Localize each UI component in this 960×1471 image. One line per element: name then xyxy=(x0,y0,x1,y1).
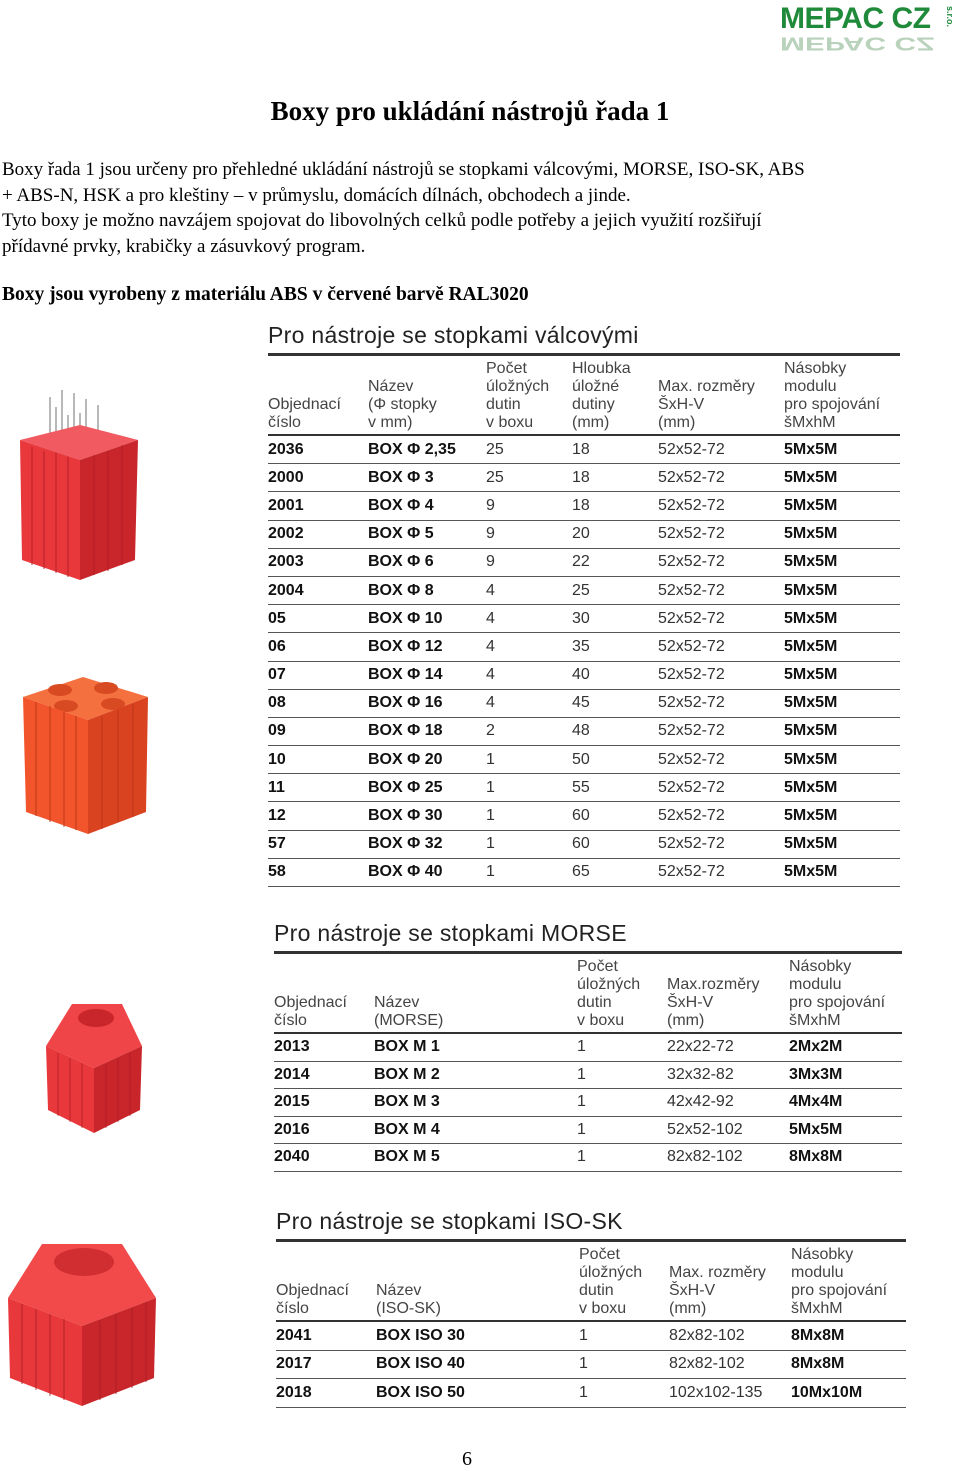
table-row xyxy=(268,605,900,633)
section-title: Pro nástroje se stopkami ISO-SK xyxy=(276,1208,906,1242)
cell-dims: 52x52-72 xyxy=(658,435,784,464)
cell-count: 1 xyxy=(577,1089,667,1117)
cell-code: 06 xyxy=(268,633,368,661)
cell-count: 4 xyxy=(486,576,572,604)
table-header-row xyxy=(274,954,902,1033)
morse-table xyxy=(274,954,902,1172)
cell-depth: 48 xyxy=(572,717,658,745)
table-row xyxy=(274,1061,902,1089)
table-row xyxy=(268,576,900,604)
cell-code: 2013 xyxy=(274,1033,374,1061)
cell-code: 2004 xyxy=(268,576,368,604)
logo-reflection: MEPAC CZ xyxy=(780,33,935,54)
company-logo xyxy=(780,4,955,60)
cell-name: BOX ISO 30 xyxy=(376,1321,579,1350)
cell-code: 57 xyxy=(268,830,368,858)
cylindrical-box-image xyxy=(10,385,140,585)
table-row xyxy=(268,492,900,520)
cell-module: 5Mx5M xyxy=(784,633,900,661)
cell-name: BOX M 1 xyxy=(374,1033,577,1061)
cell-count: 1 xyxy=(486,830,572,858)
cell-count: 25 xyxy=(486,464,572,492)
cell-name: BOX Φ 25 xyxy=(368,774,486,802)
cell-name: BOX Φ 40 xyxy=(368,858,486,886)
table-row xyxy=(268,464,900,492)
cell-count: 9 xyxy=(486,520,572,548)
cell-depth: 20 xyxy=(572,520,658,548)
intro-line: přídavné prvky, krabičky a zásuvkový program. xyxy=(2,235,366,257)
iso-sk-box-image xyxy=(4,1236,159,1408)
table-row xyxy=(268,858,900,886)
cell-code: 2015 xyxy=(274,1089,374,1117)
cell-module: 4Mx4M xyxy=(789,1089,902,1117)
cell-depth: 18 xyxy=(572,492,658,520)
cell-dims: 52x52-72 xyxy=(658,548,784,576)
header-module: Násobky modulu pro spojování šMxhM xyxy=(791,1242,906,1321)
cell-dims: 82x82-102 xyxy=(669,1321,791,1350)
cell-module: 5Mx5M xyxy=(784,576,900,604)
cell-depth: 40 xyxy=(572,661,658,689)
cell-count: 1 xyxy=(577,1116,667,1144)
cell-module: 5Mx5M xyxy=(784,774,900,802)
cell-code: 08 xyxy=(268,689,368,717)
header-code: Objednací číslo xyxy=(276,1242,376,1321)
cell-dims: 52x52-72 xyxy=(658,858,784,886)
header-dims: Max. rozměry ŠxH-V (mm) xyxy=(658,356,784,435)
header-count: Počet úložných dutin v boxu xyxy=(486,356,572,435)
cell-module: 5Mx5M xyxy=(784,464,900,492)
cell-code: 2000 xyxy=(268,464,368,492)
material-note: Boxy jsou vyrobeny z materiálu ABS v červené barvě RAL3020 xyxy=(2,284,529,305)
cell-code: 2040 xyxy=(274,1144,374,1172)
header-count: Počet úložných dutin v boxu xyxy=(577,954,667,1033)
cell-module: 5Mx5M xyxy=(784,717,900,745)
cell-count: 4 xyxy=(486,689,572,717)
cell-name: BOX Φ 32 xyxy=(368,830,486,858)
intro-line: + ABS-N, HSK a pro kleštiny – v průmyslu, domácích dílnách, obchodech a jinde. xyxy=(2,184,631,206)
page-title: Boxy pro ukládání nástrojů řada 1 xyxy=(270,96,670,126)
cell-dims: 32x32-82 xyxy=(667,1061,789,1089)
table-row xyxy=(268,435,900,464)
intro-line: Boxy řada 1 jsou určeny pro přehledné ukládání nástrojů se stopkami válcovými, MORSE, ISO-SK, ABS xyxy=(2,159,805,180)
section-title: Pro nástroje se stopkami válcovými xyxy=(268,322,900,356)
table-row xyxy=(274,1144,902,1172)
cell-depth: 65 xyxy=(572,858,658,886)
cell-count: 1 xyxy=(579,1350,669,1379)
header-depth: Hloubka úložné dutiny (mm) xyxy=(572,356,658,435)
cell-dims: 52x52-72 xyxy=(658,689,784,717)
table-row xyxy=(268,520,900,548)
header-module: Násobky modulu pro spojování šMxhM xyxy=(784,356,900,435)
cell-count: 9 xyxy=(486,548,572,576)
cell-dims: 52x52-102 xyxy=(667,1116,789,1144)
cell-count: 1 xyxy=(577,1061,667,1089)
intro-line: Tyto boxy je možno navzájem spojovat do libovolných celků podle potřeby a jejich využití rozšiřují xyxy=(2,210,762,231)
cell-code: 2036 xyxy=(268,435,368,464)
cell-count: 1 xyxy=(577,1144,667,1172)
cell-dims: 52x52-72 xyxy=(658,830,784,858)
table-row xyxy=(276,1350,906,1379)
cell-name: BOX Φ 3 xyxy=(368,464,486,492)
cell-code: 05 xyxy=(268,605,368,633)
cell-dims: 52x52-72 xyxy=(658,576,784,604)
cell-module: 8Mx8M xyxy=(791,1350,906,1379)
cell-module: 8Mx8M xyxy=(791,1321,906,1350)
cell-dims: 52x52-72 xyxy=(658,633,784,661)
cell-name: BOX ISO 40 xyxy=(376,1350,579,1379)
cell-code: 12 xyxy=(268,802,368,830)
cell-name: BOX M 3 xyxy=(374,1089,577,1117)
cell-name: BOX M 5 xyxy=(374,1144,577,1172)
cell-name: BOX Φ 4 xyxy=(368,492,486,520)
table-header-row xyxy=(276,1242,906,1321)
logo-suffix: s.r.o. xyxy=(945,6,955,28)
cell-dims: 102x102-135 xyxy=(669,1379,791,1408)
cylindrical-table xyxy=(268,356,900,887)
intro-paragraph xyxy=(2,157,942,259)
cell-module: 5Mx5M xyxy=(784,802,900,830)
cell-dims: 52x52-72 xyxy=(658,746,784,774)
cell-name: BOX Φ 16 xyxy=(368,689,486,717)
logo-text: MEPAC CZ xyxy=(780,2,931,35)
section-cylindrical xyxy=(268,322,900,887)
section-morse xyxy=(274,920,902,1172)
header-name: Název (ISO-SK) xyxy=(376,1242,579,1321)
cell-count: 1 xyxy=(486,774,572,802)
cell-depth: 60 xyxy=(572,802,658,830)
table-row xyxy=(268,633,900,661)
header-count: Počet úložných dutin v boxu xyxy=(579,1242,669,1321)
table-row xyxy=(268,717,900,745)
cell-dims: 52x52-72 xyxy=(658,717,784,745)
cell-depth: 50 xyxy=(572,746,658,774)
morse-box-image xyxy=(44,998,144,1136)
cell-count: 1 xyxy=(486,746,572,774)
table-row xyxy=(276,1379,906,1408)
cell-name: BOX Φ 5 xyxy=(368,520,486,548)
cell-module: 5Mx5M xyxy=(784,605,900,633)
cell-name: BOX Φ 14 xyxy=(368,661,486,689)
cell-code: 09 xyxy=(268,717,368,745)
cell-code: 10 xyxy=(268,746,368,774)
cell-count: 1 xyxy=(579,1379,669,1408)
table-row xyxy=(268,689,900,717)
cell-dims: 52x52-72 xyxy=(658,492,784,520)
table-row xyxy=(268,661,900,689)
cell-depth: 55 xyxy=(572,774,658,802)
cell-count: 1 xyxy=(577,1033,667,1061)
cell-depth: 60 xyxy=(572,830,658,858)
table-row xyxy=(268,802,900,830)
cell-count: 1 xyxy=(486,802,572,830)
table-row xyxy=(276,1321,906,1350)
table-row xyxy=(274,1116,902,1144)
cell-dims: 52x52-72 xyxy=(658,464,784,492)
cell-code: 2041 xyxy=(276,1321,376,1350)
table-row xyxy=(274,1033,902,1061)
page-number: 6 xyxy=(462,1448,472,1470)
table-row xyxy=(268,746,900,774)
cell-code: 58 xyxy=(268,858,368,886)
cell-module: 5Mx5M xyxy=(784,492,900,520)
cell-code: 07 xyxy=(268,661,368,689)
cell-module: 5Mx5M xyxy=(784,858,900,886)
header-dims: Max.rozměry ŠxH-V (mm) xyxy=(667,954,789,1033)
table-row xyxy=(274,1089,902,1117)
cell-module: 5Mx5M xyxy=(784,520,900,548)
cell-dims: 52x52-72 xyxy=(658,605,784,633)
cell-dims: 52x52-72 xyxy=(658,774,784,802)
header-name: Název (MORSE) xyxy=(374,954,577,1033)
cell-code: 2014 xyxy=(274,1061,374,1089)
cell-module: 2Mx2M xyxy=(789,1033,902,1061)
table-row xyxy=(268,774,900,802)
cell-code: 2017 xyxy=(276,1350,376,1379)
cell-dims: 52x52-72 xyxy=(658,802,784,830)
cell-code: 2002 xyxy=(268,520,368,548)
cell-count: 4 xyxy=(486,661,572,689)
table-row xyxy=(268,548,900,576)
cell-code: 11 xyxy=(268,774,368,802)
cell-module: 5Mx5M xyxy=(784,661,900,689)
table-row xyxy=(268,830,900,858)
cell-name: BOX Φ 6 xyxy=(368,548,486,576)
cell-depth: 30 xyxy=(572,605,658,633)
cell-count: 1 xyxy=(579,1321,669,1350)
cell-depth: 25 xyxy=(572,576,658,604)
cell-module: 5Mx5M xyxy=(784,746,900,774)
iso-sk-table xyxy=(276,1242,906,1408)
cell-count: 2 xyxy=(486,717,572,745)
cell-name: BOX Φ 2,35 xyxy=(368,435,486,464)
cell-module: 5Mx5M xyxy=(789,1116,902,1144)
cell-depth: 18 xyxy=(572,464,658,492)
header-name: Název (Φ stopky v mm) xyxy=(368,356,486,435)
cell-count: 4 xyxy=(486,633,572,661)
cell-dims: 52x52-72 xyxy=(658,661,784,689)
cell-name: BOX M 4 xyxy=(374,1116,577,1144)
cell-module: 5Mx5M xyxy=(784,435,900,464)
cell-code: 2003 xyxy=(268,548,368,576)
section-iso-sk xyxy=(276,1208,906,1408)
cell-dims: 22x22-72 xyxy=(667,1033,789,1061)
large-cylindrical-box-image xyxy=(18,672,153,837)
cell-dims: 82x82-102 xyxy=(667,1144,789,1172)
cell-code: 2001 xyxy=(268,492,368,520)
cell-depth: 35 xyxy=(572,633,658,661)
cell-module: 5Mx5M xyxy=(784,830,900,858)
table-header-row xyxy=(268,356,900,435)
cell-code: 2016 xyxy=(274,1116,374,1144)
cell-name: BOX Φ 18 xyxy=(368,717,486,745)
cell-module: 5Mx5M xyxy=(784,689,900,717)
header-dims: Max. rozměry ŠxH-V (mm) xyxy=(669,1242,791,1321)
cell-name: BOX Φ 20 xyxy=(368,746,486,774)
cell-depth: 18 xyxy=(572,435,658,464)
cell-name: BOX M 2 xyxy=(374,1061,577,1089)
cell-name: BOX ISO 50 xyxy=(376,1379,579,1408)
cell-dims: 42x42-92 xyxy=(667,1089,789,1117)
cell-module: 3Mx3M xyxy=(789,1061,902,1089)
section-title: Pro nástroje se stopkami MORSE xyxy=(274,920,902,954)
cell-name: BOX Φ 8 xyxy=(368,576,486,604)
cell-module: 10Mx10M xyxy=(791,1379,906,1408)
cell-dims: 82x82-102 xyxy=(669,1350,791,1379)
cell-code: 2018 xyxy=(276,1379,376,1408)
header-code: Objednací číslo xyxy=(268,356,368,435)
cell-count: 1 xyxy=(486,858,572,886)
cell-module: 5Mx5M xyxy=(784,548,900,576)
cell-count: 4 xyxy=(486,605,572,633)
header-module: Násobky modulu pro spojování šMxhM xyxy=(789,954,902,1033)
cell-name: BOX Φ 10 xyxy=(368,605,486,633)
cell-depth: 22 xyxy=(572,548,658,576)
cell-dims: 52x52-72 xyxy=(658,520,784,548)
cell-count: 25 xyxy=(486,435,572,464)
header-code: Objednací číslo xyxy=(274,954,374,1033)
cell-module: 8Mx8M xyxy=(789,1144,902,1172)
cell-name: BOX Φ 12 xyxy=(368,633,486,661)
cell-name: BOX Φ 30 xyxy=(368,802,486,830)
cell-count: 9 xyxy=(486,492,572,520)
cell-depth: 45 xyxy=(572,689,658,717)
